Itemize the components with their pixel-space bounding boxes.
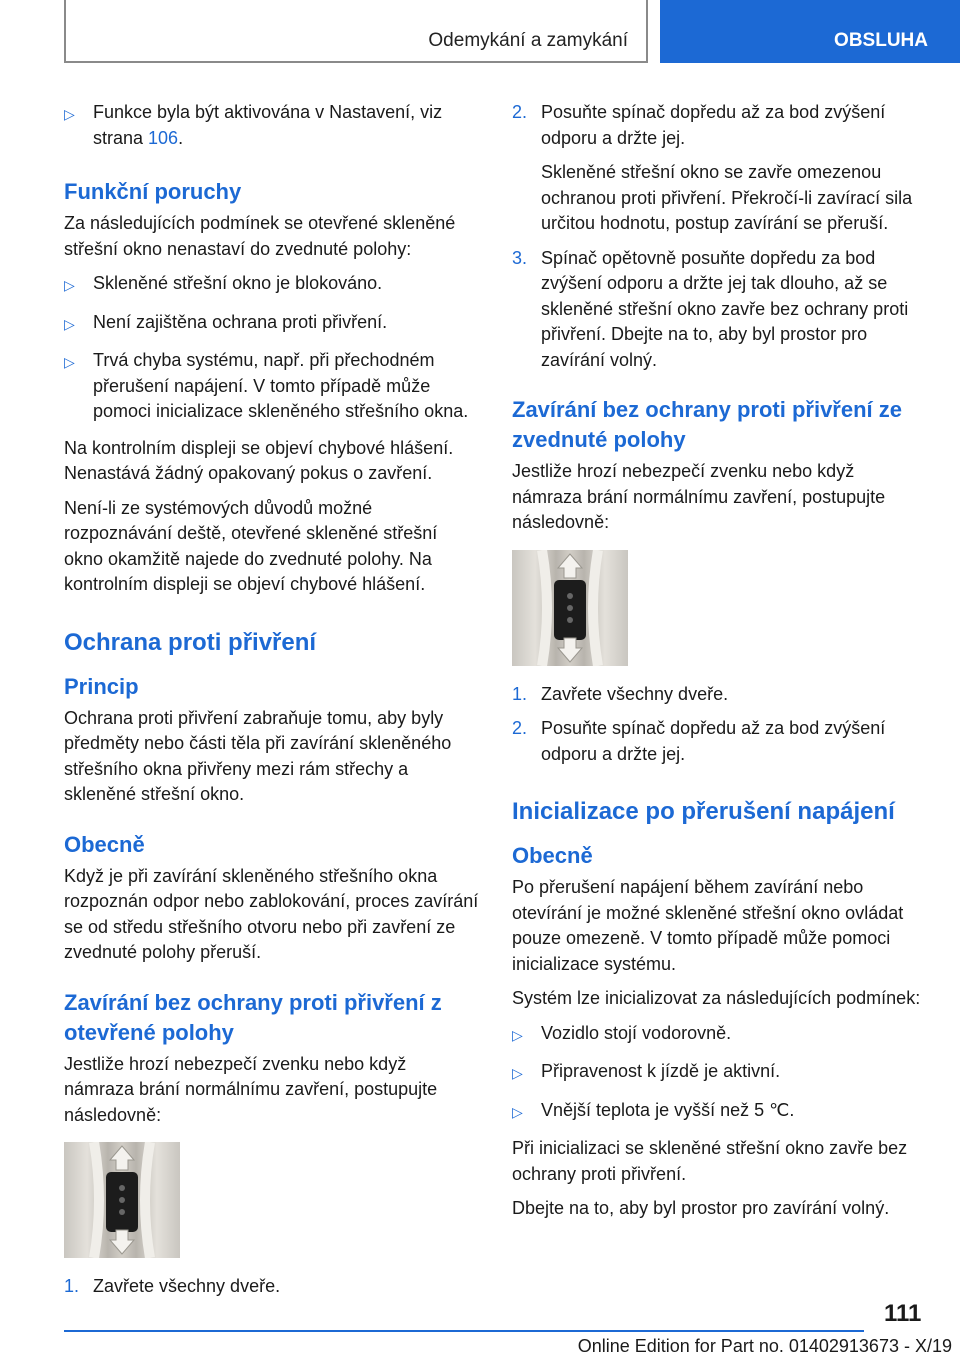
paragraph: Není-li ze systémových důvodů možné rozpoznávání deště, otevřené skleněné střešní okno okamžitě najede do zvednuté polohy. Na kontrolním displeji se objeví chybové hlášení. <box>64 497 438 594</box>
step-item <box>512 246 927 374</box>
bullet-icon: ▷ <box>512 1065 523 1081</box>
sunroof-switch-image <box>64 1142 180 1258</box>
paragraph: Při inicializaci se skleněné střešní okno zavře bez ochrany proti přivření. <box>512 1138 908 1184</box>
paragraph: Systém lze inicializovat za následujících podmínek: <box>512 988 921 1008</box>
paragraph: Na kontrolním displeji se objeví chybové hlášení. Nenastává žádný opakovaný pokus o zavření. <box>64 437 454 483</box>
header-frame <box>64 0 648 63</box>
step-text: Posuňte spínač dopředu až za bod zvýšení odporu a držte jej. <box>541 718 886 764</box>
list-item: ▷ Trvá chyba systému, např. při přechodném přerušení napájení. V tomto případě může pomoci inicializace skleněného střešního okna. <box>64 348 479 425</box>
step-item <box>512 100 927 151</box>
heading-principle: Princip <box>64 673 139 699</box>
bullet-icon: ▷ <box>512 1026 523 1043</box>
list-item: ▷ Vnější teplota je vyšší než 5 ℃. <box>512 1098 927 1126</box>
step-number: 1. <box>64 1276 80 1296</box>
footer-edition: Online Edition for Part no. 01402913673 - X/19 <box>577 1336 952 1356</box>
bullet-icon: ▷ <box>64 315 75 332</box>
step-number: 3. <box>512 247 528 268</box>
list-item: ▷ Není zajištěna ochrana proti přivření. <box>64 310 479 338</box>
page-number: 111 <box>884 1300 922 1327</box>
footer-divider <box>64 1330 864 1332</box>
right-column <box>512 100 927 1231</box>
paragraph: Za následujících podmínek se otevřené skleněné střešní okno nenastaví do zvednuté polohy: <box>64 213 456 259</box>
list-item: ▷ Skleněné střešní okno je blokováno. <box>64 271 479 299</box>
step-note: Skleněné střešní okno se zavře omezenou ochranou proti přivření. Překročí-li zavírací sila určitou hodnotu, postup zavírání se přeruší. <box>541 162 913 233</box>
heading-closing-open: Zavírání bez ochrany proti přivření z otevřené polohy <box>64 989 442 1045</box>
bullet-icon: ▷ <box>64 354 75 370</box>
sunroof-switch-image <box>512 550 628 666</box>
bullet-icon: ▷ <box>512 1103 523 1120</box>
section-title: Odemykání a zamykání <box>428 30 628 51</box>
step-number: 1. <box>512 683 528 704</box>
chapter-tab[interactable]: OBSLUHA <box>660 0 960 63</box>
paragraph: Jestliže hrozí nebezpečí zvenku nebo když námraza brání normálnímu zavření, postupujte následovně: <box>64 1053 438 1125</box>
paragraph: Jestliže hrozí nebezpečí zvenku nebo když námraza brání normálnímu zavření, postupujte následovně: <box>512 461 886 532</box>
list-item: ▷ Vozidlo stojí vodorovně. <box>512 1021 927 1049</box>
heading-general: Obecně <box>512 843 593 868</box>
paragraph: Když je při zavírání skleněného střešního okna rozpoznán odpor nebo zablokování, proces zavírání se od středu střešního otvoru nebo při zavření ze zvednuté polohy přeruší. <box>64 865 479 962</box>
list-item: ▷ Funkce byla být aktivována v Nastavení, viz strana 106. <box>64 100 479 151</box>
step-number: 2. <box>512 102 528 122</box>
step-text: Spínač opětovně posuňte dopředu za bod zvýšení odporu a držte jej tak dlouho, až se skleněné střešní okno zavře bez ochrany proti přivření. Dbejte na to, aby byl prostor pro zavírání volný. <box>541 247 909 370</box>
heading-closing-raised: Zavírání bez ochrany proti přivření ze zvednuté polohy <box>512 397 902 452</box>
step-number: 2. <box>512 718 528 738</box>
paragraph: Ochrana proti přivření zabraňuje tomu, aby byly předměty nebo části těla při zavírání skleněného střešního okna přivřeny mezi rám střechy a skleněné střešní okno. <box>64 707 452 804</box>
step-item <box>64 1274 479 1300</box>
paragraph: Po přerušení napájení během zavírání nebo otevírání je možné skleněné střešní okno ovládat pouze omezeně. V tomto případě může pomoci inicializace systému. <box>512 877 904 974</box>
left-column <box>64 100 479 1309</box>
list-item: ▷ Připravenost k jízdě je aktivní. <box>512 1059 927 1087</box>
page-link[interactable]: 106 <box>148 127 179 148</box>
heading-general: Obecně <box>64 831 145 857</box>
bullet-icon: ▷ <box>64 106 75 122</box>
heading-pinch-protection: Ochrana proti přivření <box>64 628 317 656</box>
paragraph: Dbejte na to, aby byl prostor pro zavírání volný. <box>512 1198 890 1218</box>
step-text: Posuňte spínač dopředu až za bod zvýšení odporu a držte jej. <box>541 102 886 148</box>
step-text: Zavřete všechny dveře. <box>541 683 729 704</box>
heading-initialization: Inicializace po přerušení napájení <box>512 798 895 825</box>
bullet-icon: ▷ <box>64 277 75 293</box>
heading-faults: Funkční poruchy <box>64 179 242 204</box>
step-text: Zavřete všechny dveře. <box>93 1276 281 1296</box>
step-item <box>512 716 927 767</box>
step-item <box>512 682 927 708</box>
